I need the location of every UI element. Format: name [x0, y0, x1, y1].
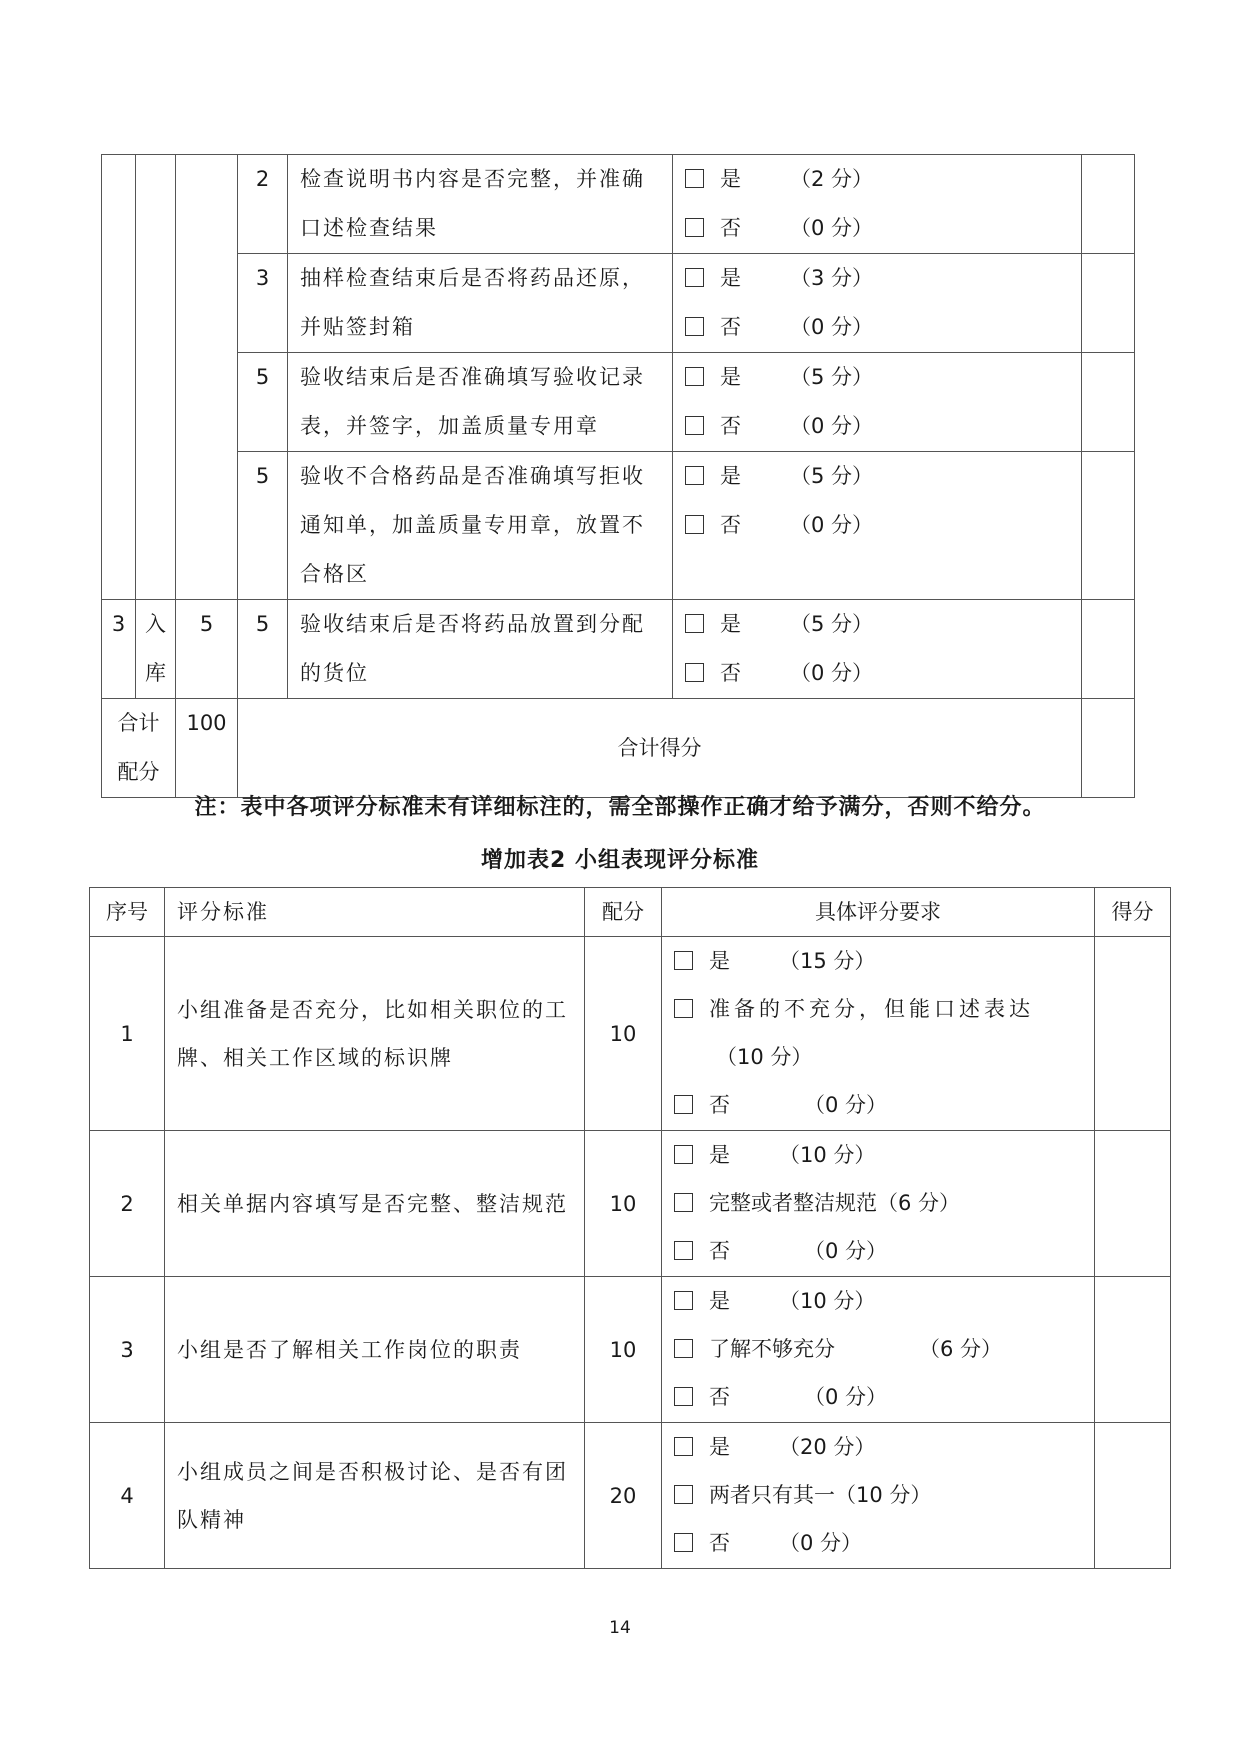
checkbox[interactable] [685, 268, 704, 287]
row-score: 10 [585, 1277, 662, 1423]
item-options: 是 （3 分） 否 （0 分） [673, 254, 1082, 353]
stage-name-cell [136, 155, 176, 600]
checkbox[interactable] [674, 1387, 693, 1406]
row-criterion: 小组是否了解相关工作岗位的职责 [165, 1277, 585, 1423]
table-row [102, 452, 1135, 600]
row-score: 10 [585, 1131, 662, 1277]
stage-total-cell [176, 155, 238, 600]
table-note: 注：表中各项评分标准未有详细标注的，需全部操作正确才给予满分，否则不给分。 [194, 795, 1046, 820]
header-score: 配分 [585, 888, 662, 937]
result-cell [1082, 254, 1135, 353]
stage-name: 入 库 [136, 600, 176, 699]
stage-total: 5 [176, 600, 238, 699]
table-row [90, 1423, 1171, 1569]
total-row [102, 699, 1135, 798]
evaluation-table-continued [101, 154, 1135, 798]
item-score: 3 [238, 254, 288, 353]
checkbox[interactable] [674, 1095, 693, 1114]
row-score: 20 [585, 1423, 662, 1569]
item-options: 是 （2 分） 否 （0 分） [673, 155, 1082, 254]
header-criterion: 评分标准 [165, 888, 585, 937]
row-no: 3 [90, 1277, 165, 1423]
item-options: 是 （5 分） 否 （0 分） [673, 452, 1082, 600]
header-requirement: 具体评分要求 [662, 888, 1095, 937]
item-options: 是 （5 分） 否 （0 分） [673, 600, 1082, 699]
item-criterion: 检查说明书内容是否完整，并准确口述检查结果 [288, 155, 673, 254]
row-criterion: 小组准备是否充分，比如相关职位的工牌、相关工作区域的标识牌 [165, 937, 585, 1131]
result-cell [1095, 937, 1171, 1131]
item-options: 是 （5 分） 否 （0 分） [673, 353, 1082, 452]
row-no: 4 [90, 1423, 165, 1569]
total-value: 100 [176, 699, 238, 798]
header-no: 序号 [90, 888, 165, 937]
row-criterion: 相关单据内容填写是否完整、整洁规范 [165, 1131, 585, 1277]
item-score: 5 [238, 353, 288, 452]
checkbox[interactable] [685, 218, 704, 237]
checkbox[interactable] [674, 1145, 693, 1164]
row-no: 1 [90, 937, 165, 1131]
table-header-row [90, 888, 1171, 937]
result-cell [1082, 452, 1135, 600]
result-cell [1082, 353, 1135, 452]
item-criterion: 验收结束后是否准确填写验收记录表，并签字，加盖质量专用章 [288, 353, 673, 452]
result-cell [1095, 1131, 1171, 1277]
stage-no-cell [102, 155, 136, 600]
row-requirement: 是 （15 分） 准备的不充分，但能口述表达 （10 分） 否 （0 分） [662, 937, 1095, 1131]
item-criterion: 验收结束后是否将药品放置到分配的货位 [288, 600, 673, 699]
total-label: 合计 配分 [102, 699, 176, 798]
page-number: 14 [609, 1618, 631, 1638]
row-criterion: 小组成员之间是否积极讨论、是否有团队精神 [165, 1423, 585, 1569]
item-score: 2 [238, 155, 288, 254]
result-cell [1082, 600, 1135, 699]
checkbox[interactable] [674, 1437, 693, 1456]
checkbox[interactable] [685, 614, 704, 633]
checkbox[interactable] [685, 317, 704, 336]
item-criterion: 验收不合格药品是否准确填写拒收通知单，加盖质量专用章，放置不合格区 [288, 452, 673, 600]
table-row [90, 937, 1171, 1131]
checkbox[interactable] [685, 169, 704, 188]
total-score-label: 合计得分 [238, 699, 1082, 798]
table-row [90, 1277, 1171, 1423]
checkbox[interactable] [685, 663, 704, 682]
table-row [102, 254, 1135, 353]
result-cell [1095, 1423, 1171, 1569]
row-requirement: 是 （10 分） 完整或者整洁规范（6 分） 否 （0 分） [662, 1131, 1095, 1277]
table-row [102, 353, 1135, 452]
checkbox[interactable] [685, 416, 704, 435]
checkbox[interactable] [674, 1193, 693, 1212]
result-cell [1095, 1277, 1171, 1423]
table-row [90, 1131, 1171, 1277]
stage-no: 3 [102, 600, 136, 699]
checkbox[interactable] [685, 466, 704, 485]
table2-title: 增加表2 小组表现评分标准 [481, 848, 759, 873]
checkbox[interactable] [674, 1291, 693, 1310]
checkbox[interactable] [674, 951, 693, 970]
checkbox[interactable] [674, 1485, 693, 1504]
item-criterion: 抽样检查结束后是否将药品还原，并贴签封箱 [288, 254, 673, 353]
checkbox[interactable] [674, 999, 693, 1018]
group-performance-table [89, 887, 1171, 1569]
row-no: 2 [90, 1131, 165, 1277]
item-score: 5 [238, 600, 288, 699]
item-score: 5 [238, 452, 288, 600]
result-cell [1082, 155, 1135, 254]
checkbox[interactable] [685, 515, 704, 534]
checkbox[interactable] [674, 1339, 693, 1358]
table-row [102, 600, 1135, 699]
checkbox[interactable] [674, 1533, 693, 1552]
row-score: 10 [585, 937, 662, 1131]
row-requirement: 是 （20 分） 两者只有其一（10 分） 否 （0 分） [662, 1423, 1095, 1569]
table-row [102, 155, 1135, 254]
checkbox[interactable] [685, 367, 704, 386]
header-result: 得分 [1095, 888, 1171, 937]
row-requirement: 是 （10 分） 了解不够充分 （6 分） 否 （0 分） [662, 1277, 1095, 1423]
result-cell [1082, 699, 1135, 798]
checkbox[interactable] [674, 1241, 693, 1260]
